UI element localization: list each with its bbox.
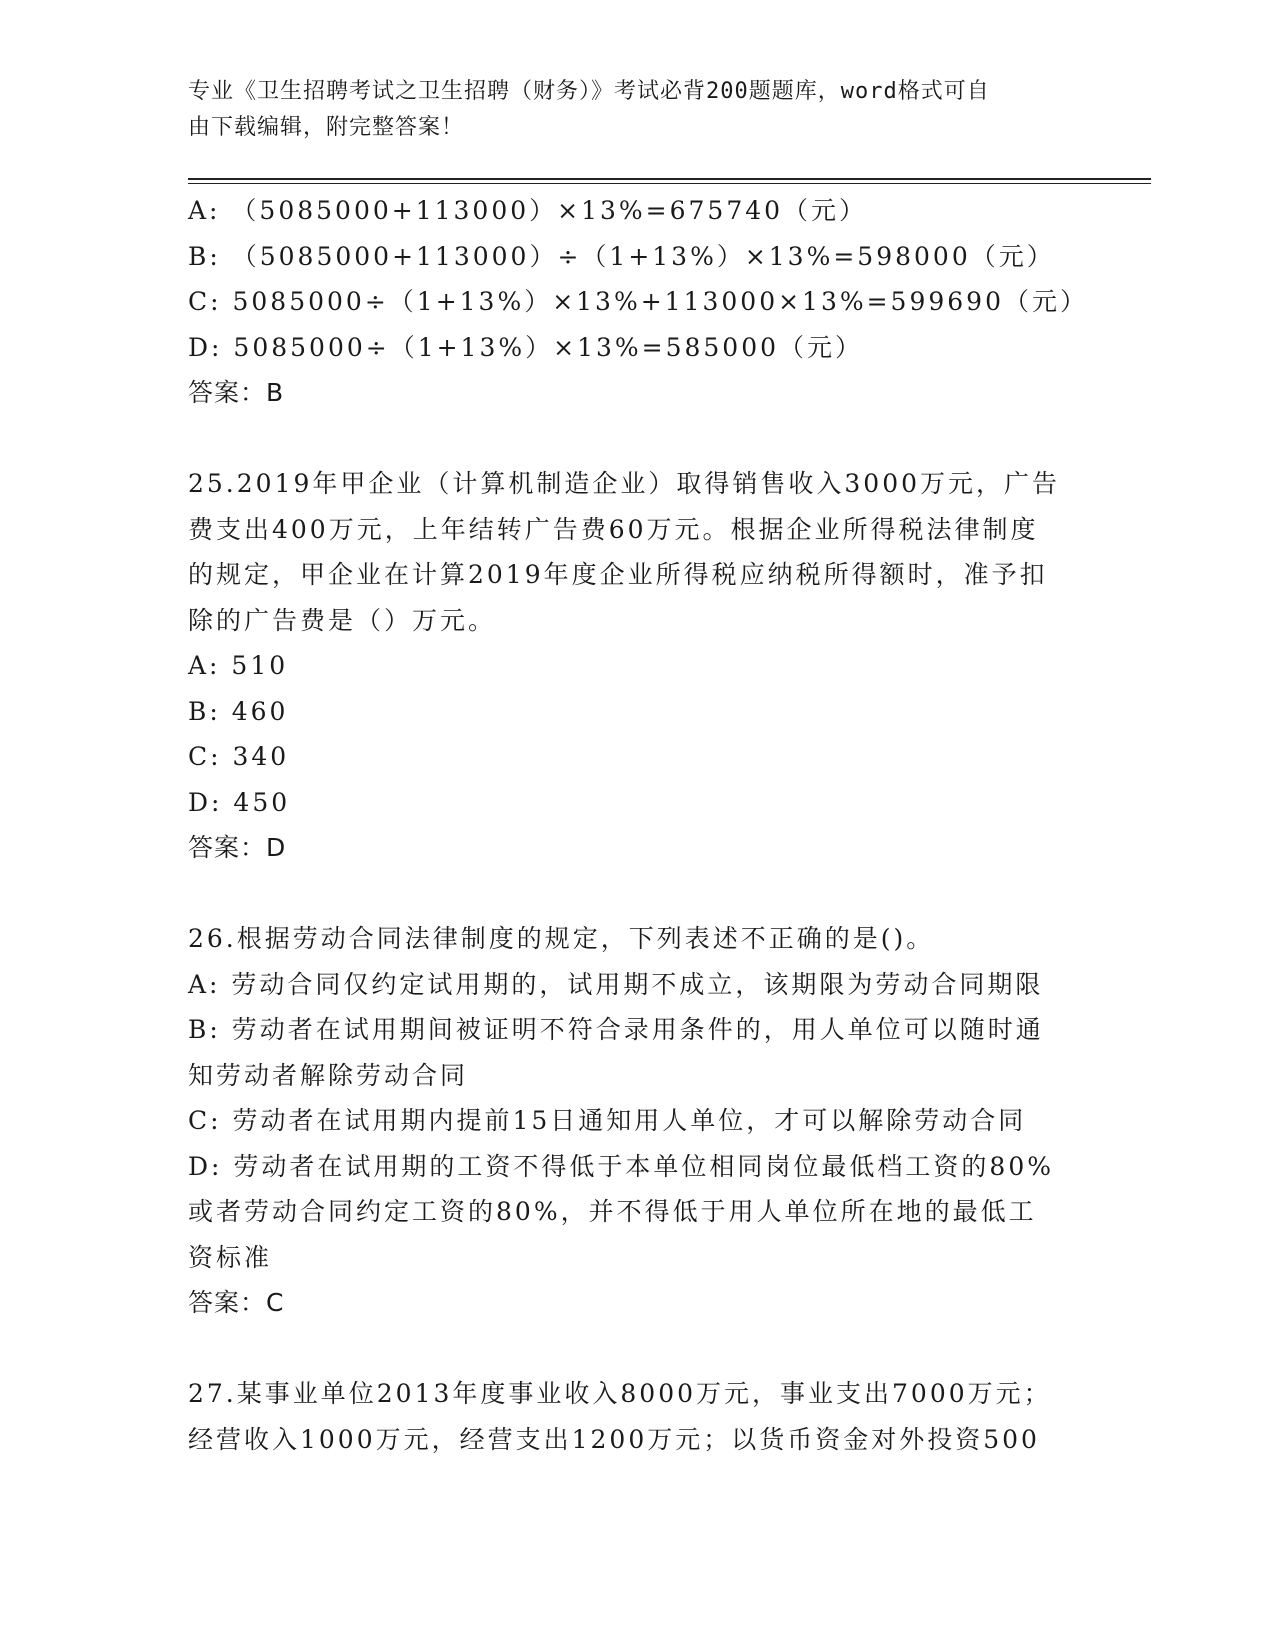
option-d-continued: 或者劳动合同约定工资的80%，并不得低于用人单位所在地的最低工 — [188, 1197, 1037, 1226]
spacer — [188, 1326, 1088, 1372]
answer: 答案：C — [188, 1288, 285, 1317]
spacer — [188, 871, 1088, 917]
question-26 — [188, 916, 1088, 1326]
question-stem-line: 除的广告费是（）万元。 — [188, 605, 497, 635]
option-c: C: 5085000÷（1+13%）×13%+113000×13%=599690（元） — [188, 287, 1088, 316]
option-b: B: （5085000+113000）÷（1+13%）×13%=598000（元） — [188, 241, 1055, 271]
option-b: B: 460 — [188, 696, 289, 726]
question-stem-line: 27.某事业单位2013年度事业收入8000万元，事业支出7000万元； — [188, 1379, 1052, 1408]
option-b-continued: 知劳动者解除劳动合同 — [188, 1060, 469, 1090]
question-stem-line: 费支出400万元，上年结转广告费60万元。根据企业所得税法律制度 — [188, 514, 1039, 544]
header-divider — [188, 178, 1151, 180]
answer: 答案：D — [188, 833, 287, 862]
option-d-continued: 资标准 — [188, 1242, 273, 1272]
option-a: A: （5085000+113000）×13%=675740（元） — [188, 196, 868, 225]
question-25 — [188, 461, 1088, 871]
question-list — [188, 188, 1088, 1462]
option-a: A: 510 — [188, 651, 289, 680]
question-27 — [188, 1371, 1088, 1462]
option-d: D: 450 — [188, 787, 291, 817]
option-d: D: 5085000÷（1+13%）×13%=585000（元） — [188, 332, 864, 362]
question-stem-line: 25.2019年甲企业（计算机制造企业）取得销售收入3000万元，广告 — [188, 469, 1061, 498]
header-divider-thin — [188, 183, 1151, 184]
question-24 — [188, 188, 1088, 416]
option-a: A: 劳动合同仅约定试用期的，试用期不成立，该期限为劳动合同期限 — [188, 969, 1044, 999]
question-stem-line: 经营收入1000万元，经营支出1200万元；以货币资金对外投资500 — [188, 1424, 1040, 1454]
header-line-1: 专业《卫生招聘考试之卫生招聘（财务）》考试必背200题题库，word格式可自 — [188, 79, 990, 104]
option-c: C: 劳动者在试用期内提前15日通知用人单位，才可以解除劳动合同 — [188, 1106, 1027, 1135]
header-line-2: 由下载编辑，附完整答案！ — [188, 115, 465, 140]
spacer — [188, 416, 1088, 462]
document-header — [188, 74, 1068, 146]
option-d: D: 劳动者在试用期的工资不得低于本单位相同岗位最低档工资的80% — [188, 1151, 1054, 1181]
answer: 答案：B — [188, 378, 285, 407]
question-stem-line: 的规定，甲企业在计算2019年度企业所得税应纳税所得额时，准予扣 — [188, 560, 1048, 589]
option-b: B: 劳动者在试用期间被证明不符合录用条件的，用人单位可以随时通 — [188, 1015, 1044, 1044]
option-c: C: 340 — [188, 742, 290, 771]
question-stem-line: 26.根据劳动合同法律制度的规定，下列表述不正确的是()。 — [188, 924, 935, 953]
